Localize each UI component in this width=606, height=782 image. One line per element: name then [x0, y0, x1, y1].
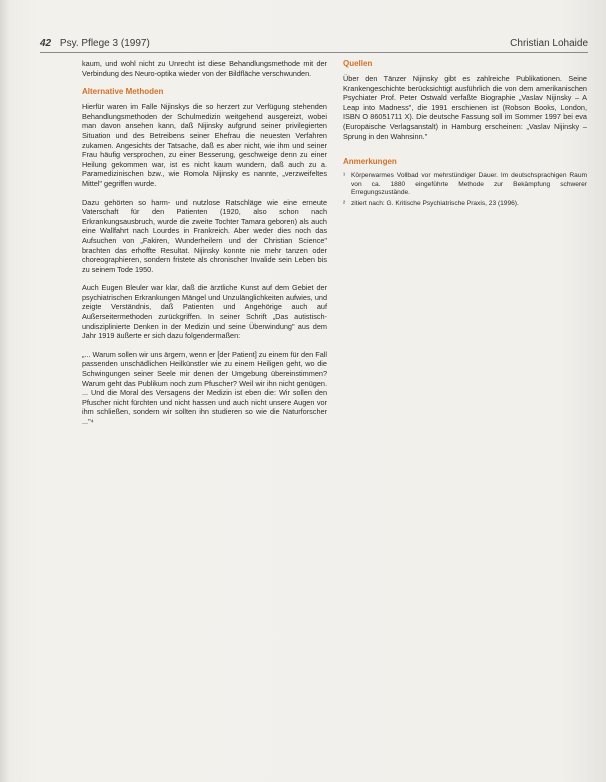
footnote	[343, 172, 587, 198]
left-column	[82, 59, 327, 436]
journal-citation: Psy. Pflege 3 (1997)	[59, 38, 150, 49]
intro-paragraph: kaum, und wohl nicht zu Unrecht ist diese Behandlungsmethode mit der Verbindung des Neuro-optika wieder von der Bildfläche verschwunden.	[82, 59, 327, 78]
right-column	[343, 59, 587, 211]
footnote-marker: ²	[343, 199, 346, 207]
sources-paragraph: Über den Tänzer Nijinsky gibt es zahlreiche Publikationen. Seine Krankengeschichte berücksichtigt ausführlich die von dem amerikanischen Psychiater Prof. Peter Ostwald verfaßte Biographie „Vaslav Nijinsky – A Leap into Madness", die 1991 erschienen ist (Robson Books, London, ISBN O 86051711 X). Die deutsche Fassung soll im Sommer 1997 bei eva (Europäische Verlagsanstalt) in Hamburg erscheinen: „Vaslav Nijinsky – Sprung in den Wahnsinn."	[343, 74, 587, 141]
paragraph-1: Hierfür waren im Falle Nijinskys die so herzert zur Verfügung stehenden Behandlungsmethoden der Schulmedizin weitgehend ausgereizt, wobei man davon ansehen kann, daß Nijinsky aufgrund seiner privilegierten Situation und des Betreibens seiner Ehefrau die neuesten Verfahren zukamen. Angesichts der Tatsache, daß es aber nicht, wie ihm und seiner Frau häufig versprochen, zu einer Besserung, geschweige denn zu einer Heilung gekommen war, ist es nicht kaum wundern, daß auch zu a. Paramedizinischen bzw., wie Romola Nijinsky es nannte, „verzweifeltes Mittel" gegriffen wurde.	[82, 102, 327, 188]
header-rule	[40, 52, 588, 53]
author-name: Christian Lohaide	[510, 38, 588, 49]
section-heading-sources: Quellen	[343, 59, 373, 68]
footnote-text: Körperwarmes Vollbad vor mehrstündiger Dauer. Im deutschsprachigen Raum von ca. 1880 eingeführte Methode zur Bekämpfung schwerer Erregungszustände.	[351, 172, 587, 197]
quote-paragraph: „... Warum sollen wir uns ärgern, wenn er [der Patient] zu einem für den Fall passenden unschädlichen Heilkünstler wie zu einem Heiligen geht, wo die Schwingungen seiner Seele mir denen der Umgebung übereinstimmen? Warum geht das Publikum noch zum Pfuscher? Weil wir ihn nicht genügen. ... Und die Moral des Versagens der Medizin ist eben die: Wir sollen den Pfuscher nicht fürchten und nicht hassen und auch nicht unsere Augen vor ihm schließen, sondern wir sollten ihn studieren so wie die Naturforscher ..."⁴	[82, 349, 327, 426]
section-heading-notes: Anmerkungen	[343, 157, 397, 167]
section-heading-alternative-methods: Alternative Methoden	[82, 87, 164, 97]
footnote-text: zitiert nach: G. Kritische Psychiatrische Praxis, 23 (1996).	[351, 199, 519, 207]
header-left	[40, 38, 150, 49]
footnote-marker: ¹	[343, 172, 346, 180]
paragraph-2: Dazu gehörten so harm- und nutzlose Ratschläge wie eine erneute Vaterschaft für den Patienten (1920, also schon nach Erkrankungsausbruch, wurde die zweite Tochter Tamara geboren) als auch eine Wallfahrt nach Lourdes in Frankreich. Aber weder dies noch das Aufsuchen von „Fakiren, Wunderheilern und der Christian Science" brachten das erhoffte Resultat. Nijinsky konnte nie mehr tanzen oder choreographieren, sondern fristete als chronischer Invalide sein Leben bis zu seinem Tode 1950.	[82, 197, 327, 274]
footnote	[343, 200, 587, 209]
page-number: 42	[40, 38, 52, 49]
paragraph-3: Auch Eugen Bleuler war klar, daß die ärztliche Kunst auf dem Gebiet der psychiatrischen Erkrankungen Mängel und Unzulänglichkeiten aufwies, und zeigte Verständnis, daß Patienten und Angehörige auch auf Außerseitermethoden zurückgriffen. In seiner Schrift „Das autistisch-undisziplinierte Denken in der Medizin und seine Überwindung" aus dem Jahr 1919 äußerte er sich dazu folgendermaßen:	[82, 283, 327, 341]
